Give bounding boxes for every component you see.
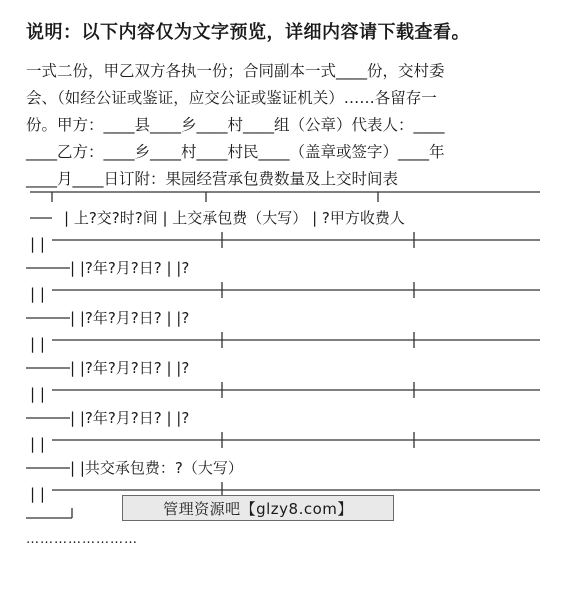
ellipsis-dots: …………………… [26, 532, 138, 547]
table-total-row: | |共交承包费：?（大写） [70, 459, 243, 477]
table-row: | |?年?月?日? | |? [70, 359, 190, 377]
row-marker: | | [30, 485, 45, 503]
paragraph-line: 份。甲方：____县____乡____村____组（公章）代表人：____ [26, 116, 445, 134]
row-marker: | | [30, 335, 45, 353]
table-row: | |?年?月?日? | |? [70, 409, 190, 427]
row-marker: | | [30, 385, 45, 403]
preview-notice: 说明：以下内容仅为文字预览，详细内容请下载查看。 [26, 22, 470, 43]
paragraph-line: 一式二份，甲乙双方各执一份；合同副本一式____份，交村委 [26, 62, 445, 80]
row-marker: | | [30, 235, 45, 253]
row-marker: | | [30, 285, 45, 303]
paragraph-line: 会、（如经公证或鉴证，应交公证或鉴证机关）……各留存一 [26, 89, 437, 107]
row-marker: | | [30, 435, 45, 453]
paragraph-line: ____乙方：____乡____村____村民____（盖章或签字）____年 [26, 143, 445, 161]
paragraph-line: ____月____日订附：果园经营承包费数量及上交时间表 [26, 170, 399, 188]
table-header: | 上?交?时?间 | 上交承包费（大写） | ?甲方收费人 [64, 209, 405, 227]
watermark-banner: 管理资源吧【glzy8.com】 [122, 495, 394, 521]
table-row: | |?年?月?日? | |? [70, 259, 190, 277]
table-row: | |?年?月?日? | |? [70, 309, 190, 327]
